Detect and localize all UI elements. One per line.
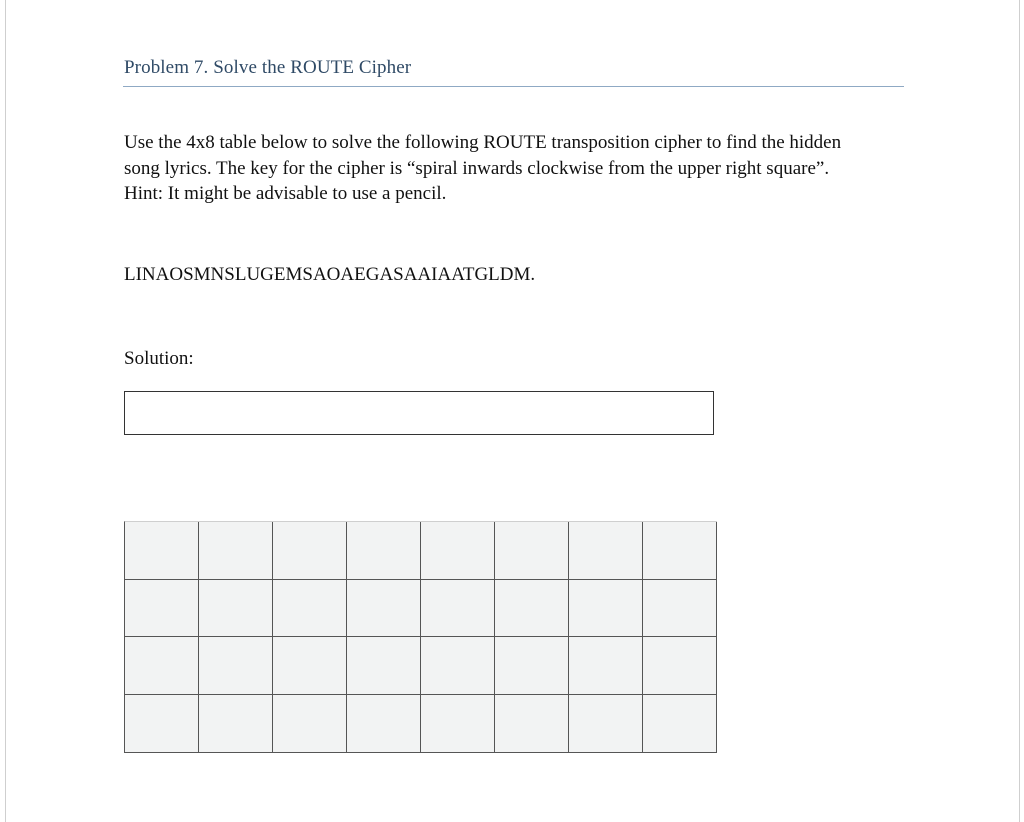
table-cell[interactable] (347, 580, 421, 638)
heading-divider (123, 86, 904, 87)
table-cell[interactable] (125, 637, 199, 695)
table-cell[interactable] (347, 695, 421, 753)
table-cell[interactable] (643, 580, 717, 638)
instructions-line: song lyrics. The key for the cipher is “spiral inwards clockwise from the upper right square”. (124, 157, 830, 179)
table-cell[interactable] (199, 695, 273, 753)
table-cell[interactable] (273, 637, 347, 695)
table-cell[interactable] (199, 580, 273, 638)
table-cell[interactable] (273, 522, 347, 580)
cipher-table (124, 521, 717, 753)
table-cell[interactable] (495, 637, 569, 695)
table-cell[interactable] (125, 695, 199, 753)
table-cell[interactable] (569, 580, 643, 638)
table-cell[interactable] (495, 580, 569, 638)
table-cell[interactable] (421, 580, 495, 638)
table-cell[interactable] (421, 695, 495, 753)
table-cell[interactable] (347, 637, 421, 695)
table-cell[interactable] (495, 522, 569, 580)
cipher-text: LINAOSMNSLUGEMSAOAEGASAAIAATGLDM. (124, 264, 536, 285)
table-cell[interactable] (125, 522, 199, 580)
table-cell[interactable] (199, 522, 273, 580)
table-cell[interactable] (199, 637, 273, 695)
instructions-line: Hint: It might be advisable to use a pencil. (124, 183, 447, 204)
table-cell[interactable] (347, 522, 421, 580)
solution-label: Solution: (124, 348, 194, 369)
table-cell[interactable] (643, 695, 717, 753)
table-cell[interactable] (273, 580, 347, 638)
problem-heading: Problem 7. Solve the ROUTE Cipher (124, 57, 412, 78)
table-cell[interactable] (569, 522, 643, 580)
solution-input[interactable] (124, 391, 714, 435)
document-page (5, 0, 1020, 822)
table-cell[interactable] (495, 695, 569, 753)
table-cell[interactable] (569, 695, 643, 753)
table-cell[interactable] (643, 637, 717, 695)
table-cell[interactable] (569, 637, 643, 695)
table-cell[interactable] (125, 580, 199, 638)
instructions-paragraph (124, 130, 894, 207)
table-cell[interactable] (273, 695, 347, 753)
instructions-line: Use the 4x8 table below to solve the following ROUTE transposition cipher to find the hidden (124, 132, 842, 153)
table-cell[interactable] (643, 522, 717, 580)
table-cell[interactable] (421, 637, 495, 695)
table-cell[interactable] (421, 522, 495, 580)
